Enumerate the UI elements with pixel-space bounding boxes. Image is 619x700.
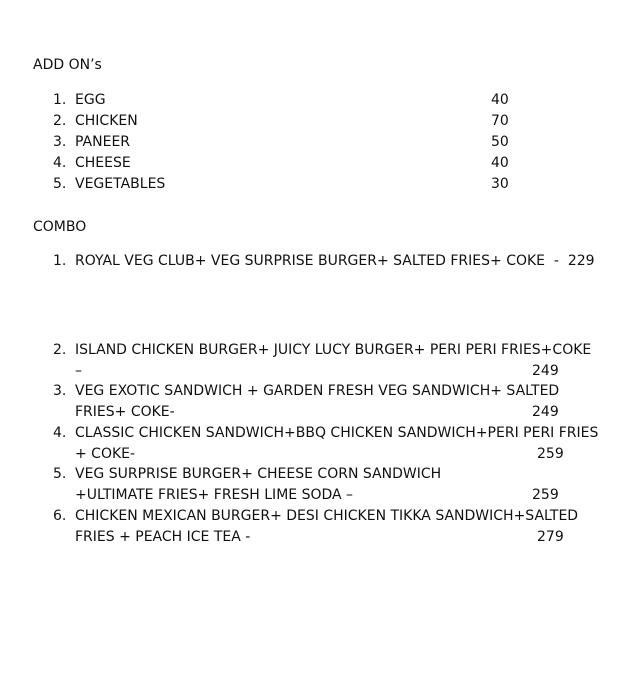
addon-name: PANEER <box>75 134 131 150</box>
combo-price: 259 <box>537 446 564 462</box>
combo-description-cont: – <box>75 363 82 379</box>
addon-item <box>0 111 619 132</box>
addon-name: EGG <box>75 92 106 108</box>
addon-name: VEGETABLES <box>75 176 166 192</box>
combo-description: VEG EXOTIC SANDWICH + GARDEN FRESH VEG SANDWICH+ SALTED <box>75 383 560 399</box>
addon-price: 30 <box>491 176 509 192</box>
addon-name: CHEESE <box>75 155 131 171</box>
combo-price: 259 <box>532 487 559 503</box>
combo-number: 5. <box>53 466 67 482</box>
addons-list <box>0 90 619 195</box>
combo-price: 249 <box>532 363 559 379</box>
addon-number: 2. <box>53 113 67 129</box>
combo-description: ROYAL VEG CLUB+ VEG SURPRISE BURGER+ SALTED FRIES+ COKE - 229 <box>75 253 595 269</box>
addon-item <box>0 132 619 153</box>
combo-number: 6. <box>53 508 67 524</box>
combo-number: 3. <box>53 383 67 399</box>
addon-price: 40 <box>491 155 509 171</box>
combo-number: 4. <box>53 425 67 441</box>
addon-price: 50 <box>491 134 509 150</box>
combo-description-cont: FRIES+ COKE- <box>75 404 175 420</box>
addon-price: 40 <box>491 92 509 108</box>
combo-price: 249 <box>532 404 559 420</box>
addon-item <box>0 90 619 111</box>
addon-number: 5. <box>53 176 67 192</box>
addon-number: 4. <box>53 155 67 171</box>
combo-price: 279 <box>537 529 564 545</box>
addon-number: 3. <box>53 134 67 150</box>
combo-description: CLASSIC CHICKEN SANDWICH+BBQ CHICKEN SANDWICH+PERI PERI FRIES <box>75 425 599 441</box>
addons-heading: ADD ON’s <box>33 57 102 73</box>
combo-description-cont: FRIES + PEACH ICE TEA - <box>75 529 251 545</box>
addon-price: 70 <box>491 113 509 129</box>
combo-description-cont: + COKE- <box>75 446 136 462</box>
combo-description: ISLAND CHICKEN BURGER+ JUICY LUCY BURGER+ PERI PERI FRIES+COKE <box>75 342 592 358</box>
addon-name: CHICKEN <box>75 113 138 129</box>
addon-number: 1. <box>53 92 67 108</box>
combo-description: VEG SURPRISE BURGER+ CHEESE CORN SANDWICH <box>75 466 442 482</box>
combo-heading: COMBO <box>33 219 87 235</box>
combo-description-cont: +ULTIMATE FRIES+ FRESH LIME SODA – <box>75 487 354 503</box>
combo-number: 2. <box>53 342 67 358</box>
combo-description: CHICKEN MEXICAN BURGER+ DESI CHICKEN TIKKA SANDWICH+SALTED <box>75 508 579 524</box>
combo-number: 1. <box>53 253 67 269</box>
addon-item <box>0 174 619 195</box>
addon-item <box>0 153 619 174</box>
